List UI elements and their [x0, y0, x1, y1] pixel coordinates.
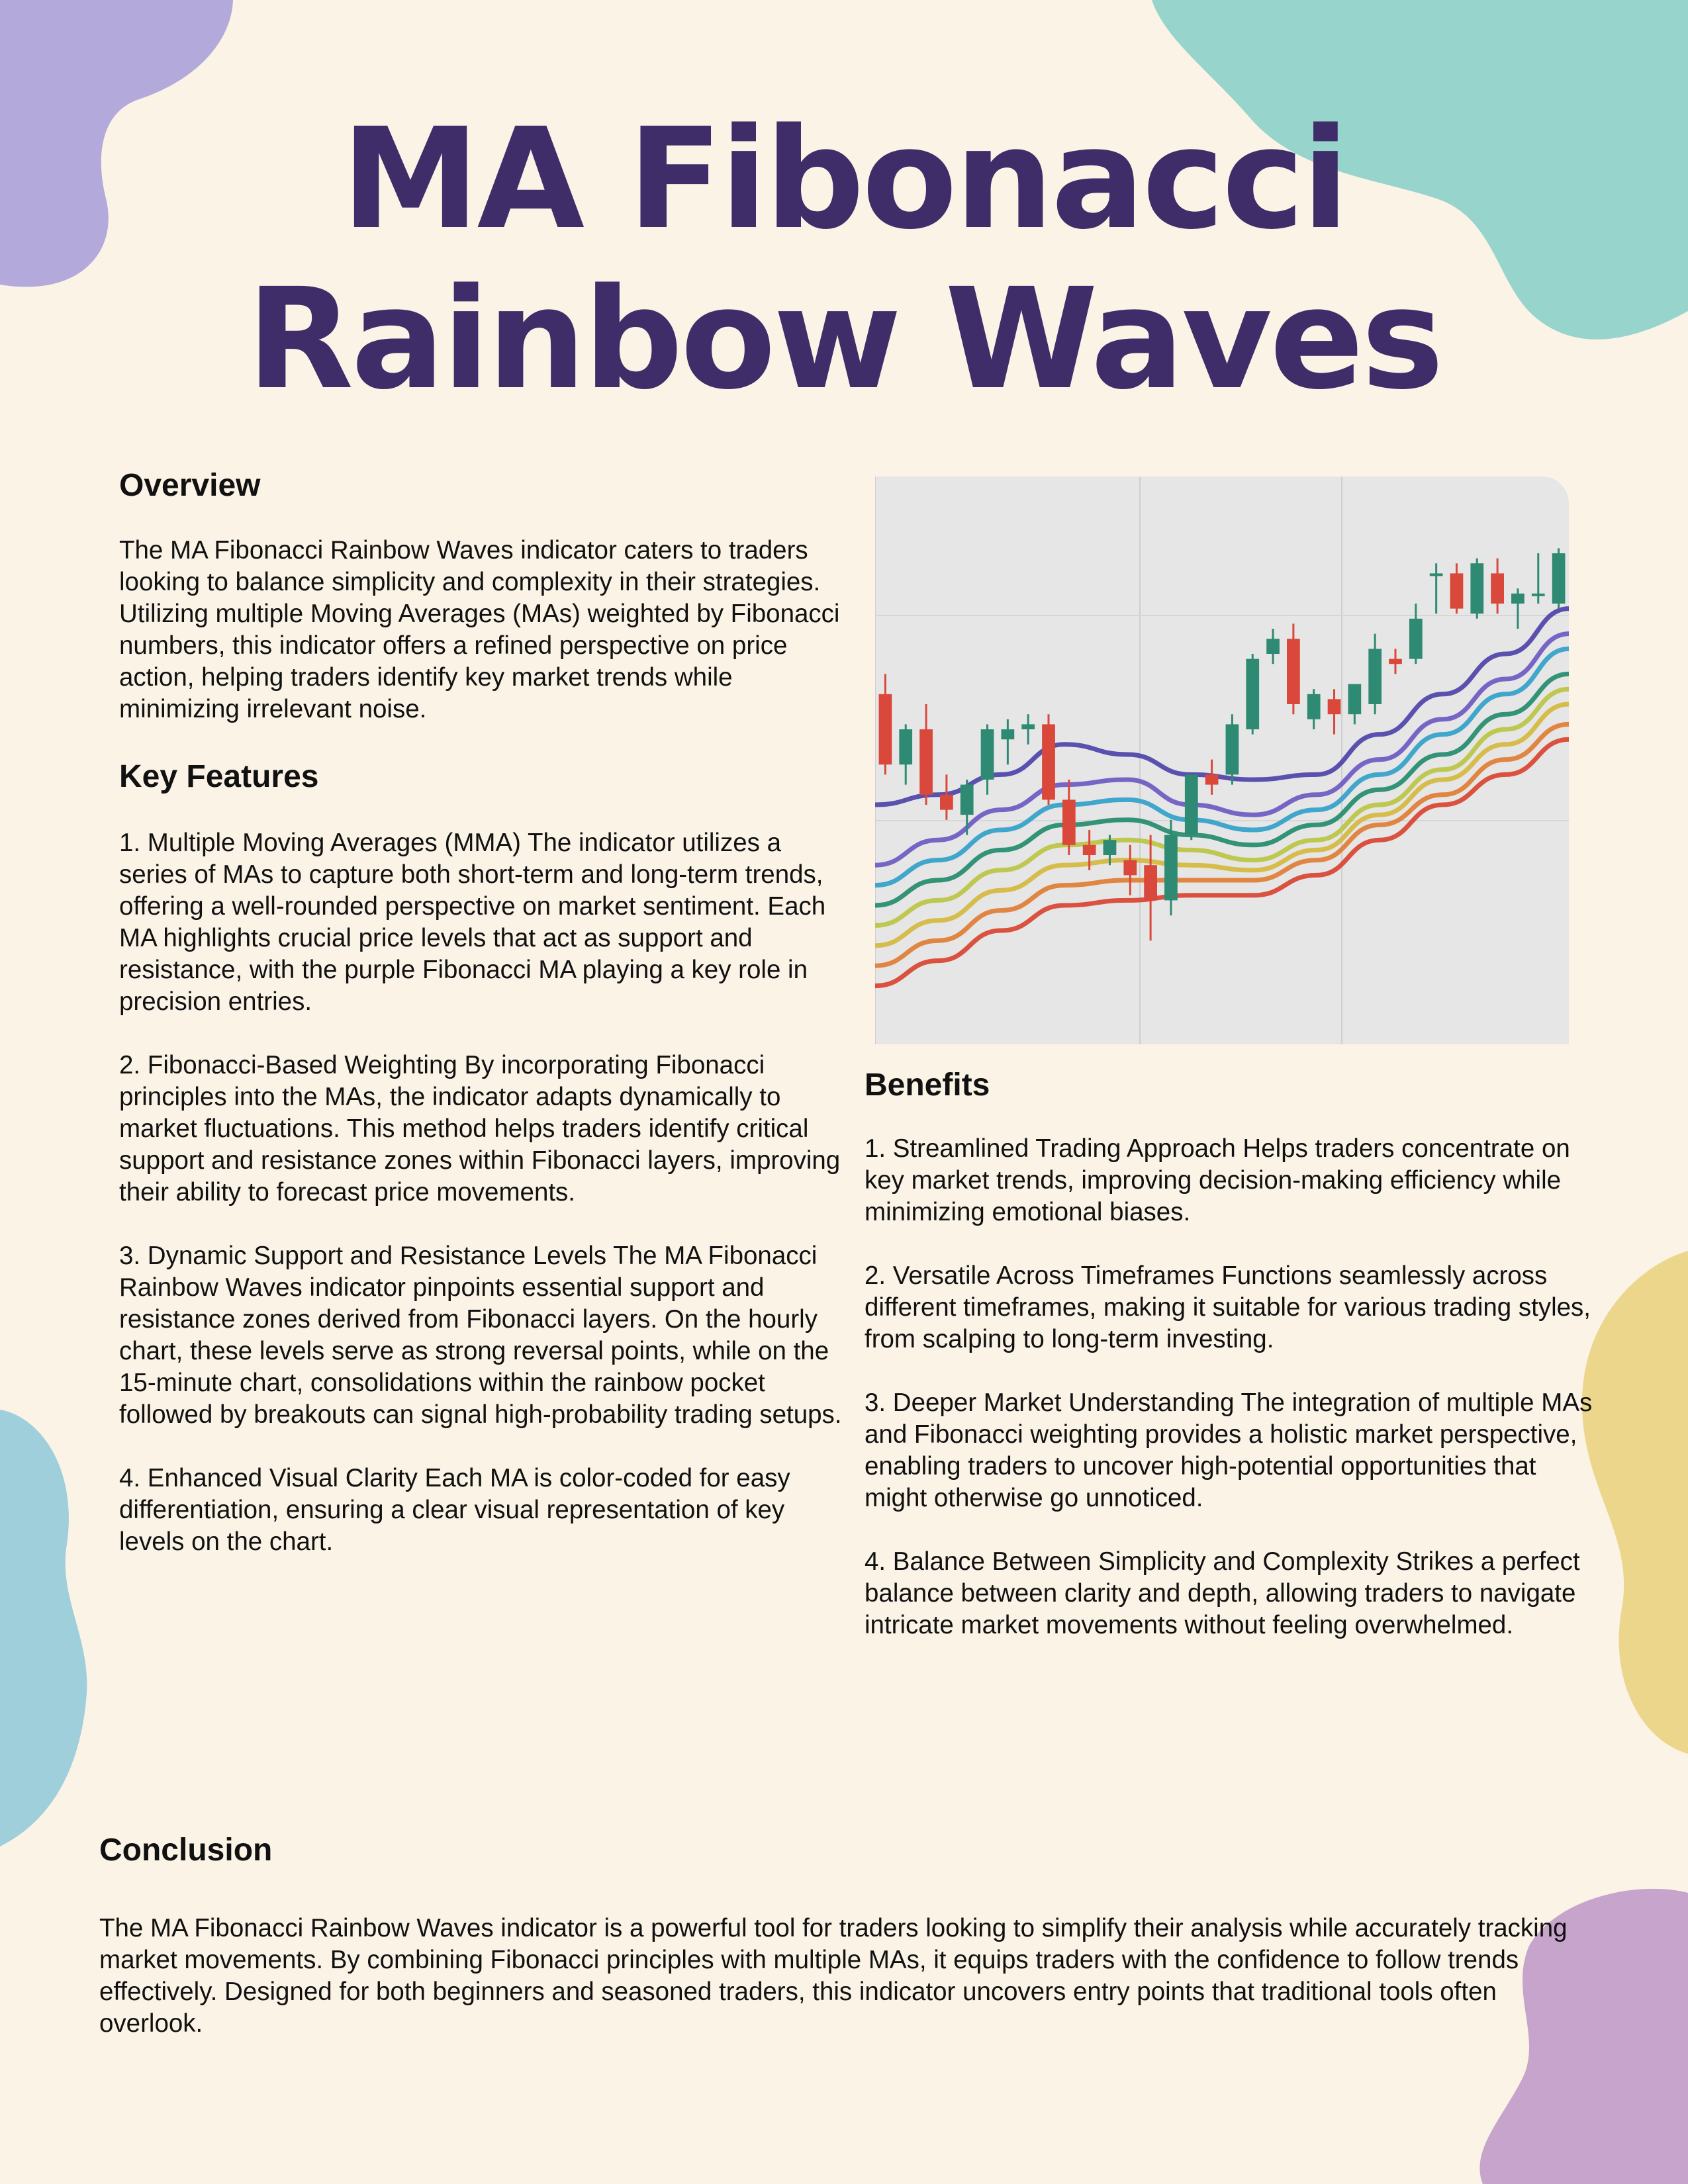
candle-body [1144, 865, 1157, 900]
conclusion-text: The MA Fibonacci Rainbow Waves indicator is a powerful tool for traders looking to simplify their analysis while accurately tracking market movements. By combining Fibonacci principles with multiple MAs, it equips traders with the confidence to follow trends effectively. Designed for both beginners and seasoned traders, this indicator uncovers entry points that traditional tools often overlook. [99, 1914, 1568, 2038]
key-features-heading: Key Features [119, 759, 319, 794]
overview-text: The MA Fibonacci Rainbow Waves indicator caters to traders looking to balance simplicity and complexity in their strategies. Utilizing multiple Moving Averages (MAs) weighted by Fibonacci numbers, this indicator offers a refined perspective on price action, helping traders identify key market trends while minimizing irrelevant noise. [119, 536, 840, 723]
candle-body [1368, 649, 1382, 704]
rainbow-waves-chart [875, 477, 1569, 1044]
overview-heading: Overview [119, 468, 261, 503]
moving-average-line [875, 609, 1569, 805]
candle-body [1021, 724, 1035, 729]
candle-body [1226, 724, 1239, 774]
moving-average-line [875, 634, 1569, 866]
candle-body [961, 785, 974, 815]
title-line-2: Rainbow Waves [246, 258, 1442, 420]
key-feature-item: 4. Enhanced Visual Clarity Each MA is color-coded for easy differentiation, ensuring a clear visual representation of key levels on the chart. [119, 1464, 790, 1556]
candle-body [1185, 774, 1198, 835]
candle-body [1328, 699, 1341, 714]
candle-body [1001, 729, 1014, 739]
candle-body [1348, 684, 1361, 715]
candle-body [919, 729, 933, 795]
candle-body [1409, 619, 1423, 659]
candle-body [1103, 840, 1117, 855]
candle-body [1389, 659, 1402, 664]
benefit-item: 2. Versatile Across Timeframes Functions seamlessly across different timeframes, making it suitable for various trading styles, from scalping to long-term investing. [865, 1261, 1591, 1353]
candle-body [899, 729, 912, 764]
key-features-list [119, 827, 854, 1590]
key-feature-item: 2. Fibonacci-Based Weighting By incorporating Fibonacci principles into the MAs, the indicator adapts dynamically to market fluctuations. This method helps traders identify critical support and resistance zones within Fibonacci layers, improving their ability to forecast price movements. [119, 1051, 841, 1206]
candle-body [1164, 835, 1178, 901]
candle-body [1123, 860, 1137, 876]
benefit-item: 4. Balance Between Simplicity and Complexity Strikes a perfect balance between clarity and depth, allowing traders to navigate intricate market movements without feeling overwhelmed. [865, 1547, 1580, 1639]
key-feature-item: 3. Dynamic Support and Resistance Levels The MA Fibonacci Rainbow Waves indicator pinpoints essential support and resistance zones derived from Fibonacci layers. On the hourly chart, these levels serve as strong reversal points, while on the 15-minute chart, consolidations within the rainbow pocket followed by breakouts can signal high-probability trading setups. [119, 1242, 842, 1429]
benefit-item: 3. Deeper Market Understanding The integration of multiple MAs and Fibonacci weighting provides a holistic market perspective, enabling traders to uncover high-potential opportunities that might otherwise go unnoticed. [865, 1388, 1593, 1512]
candle-body [1450, 573, 1464, 608]
benefit-item: 1. Streamlined Trading Approach Helps traders concentrate on key market trends, improving decision-making efficiency while minimizing emotional biases. [865, 1134, 1570, 1226]
candle-body [940, 795, 953, 810]
candle-body [1470, 563, 1483, 614]
candle-body [1287, 639, 1300, 704]
candle-body [879, 694, 892, 764]
candle-body [1491, 573, 1504, 604]
candle-body [1552, 553, 1566, 604]
candle-body [1266, 639, 1280, 654]
candle-body [1307, 694, 1321, 719]
benefits-list [865, 1133, 1599, 1673]
candle-body [1430, 573, 1443, 576]
candle-body [1083, 845, 1096, 855]
candle-body [1062, 799, 1076, 844]
key-feature-item: 1. Multiple Moving Averages (MMA) The indicator utilizes a series of MAs to capture both short-term and long-term trends, offering a well-rounded perspective on market sentiment. Each MA highlights crucial price levels that act as support and resistance, with the purple Fibonacci MA playing a key role in precision entries. [119, 829, 826, 1016]
candle-body [981, 729, 994, 780]
chart-svg [875, 477, 1569, 1044]
candle-body [1042, 724, 1055, 799]
candle-body [1511, 594, 1524, 604]
candle-body [1532, 594, 1545, 596]
candle-body [1205, 774, 1219, 784]
title-line-1: MA Fibonacci [341, 98, 1347, 260]
page-title [0, 99, 1688, 420]
benefits-heading: Benefits [865, 1068, 990, 1103]
candle-body [1246, 659, 1259, 729]
conclusion-heading: Conclusion [99, 1833, 273, 1868]
